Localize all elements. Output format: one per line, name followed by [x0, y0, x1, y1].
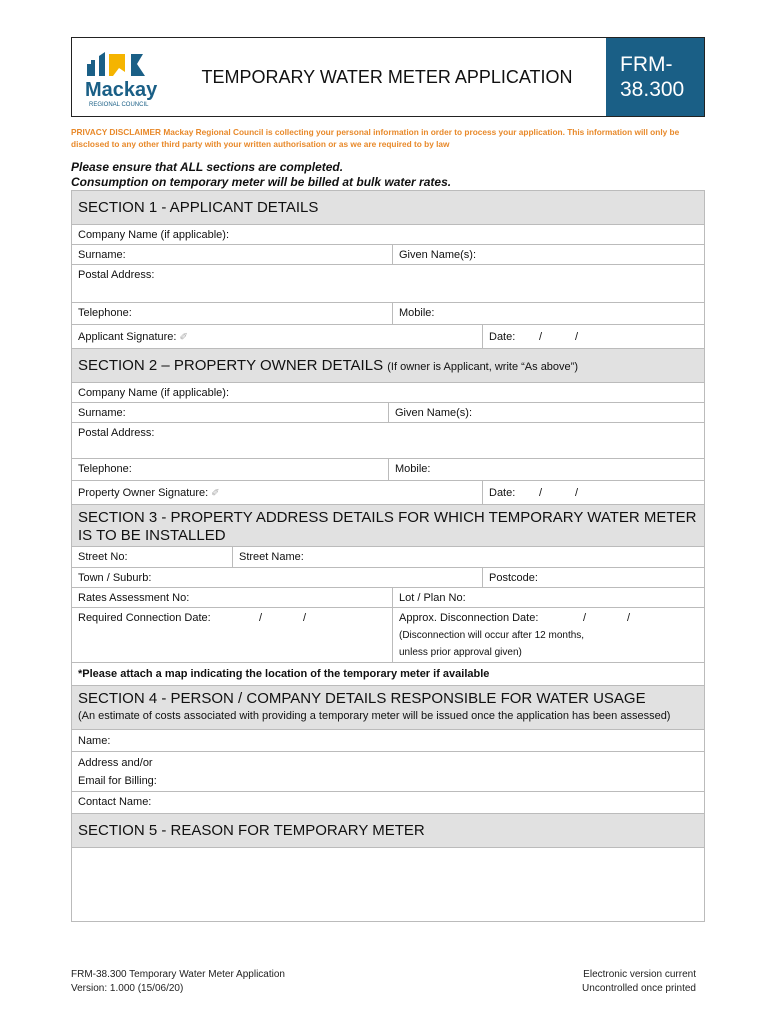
footer-version: Version: 1.000 (15/06/20) — [71, 983, 184, 994]
section-2-title: SECTION 2 – PROPERTY OWNER DETAILS — [78, 357, 384, 374]
section-4-note: (An estimate of costs associated with providing a temporary meter will be issued once the application has been assessed) — [78, 710, 671, 722]
date-separator: / — [583, 612, 587, 624]
logo-subtext: REGIONAL COUNCIL — [89, 102, 149, 108]
form-title: TEMPORARY WATER METER APPLICATION — [201, 66, 573, 87]
s3-map-note: *Please attach a map indicating the location of the temporary meter if available — [78, 668, 490, 680]
s1-mobile-field[interactable] — [392, 303, 704, 324]
s3-street-name-label: Street Name: — [239, 551, 304, 563]
s1-surname-field[interactable] — [72, 245, 392, 264]
section-2-header — [72, 349, 704, 383]
date-separator: / — [539, 487, 543, 499]
s1-signature-label: Applicant Signature: — [78, 331, 177, 343]
notice-line-2: Consumption on temporary meter will be billed at bulk water rates. — [71, 175, 452, 189]
s3-lot-label: Lot / Plan No: — [399, 592, 466, 604]
s4-contact-label: Contact Name: — [78, 796, 152, 808]
s1-date-field[interactable] — [482, 325, 704, 348]
section-2-note: (If owner is Applicant, write “As above”) — [387, 361, 578, 373]
s3-town-row — [72, 568, 704, 588]
s1-telephone-label: Telephone: — [78, 307, 132, 319]
s2-given-field[interactable] — [388, 403, 704, 422]
date-separator: / — [259, 612, 263, 624]
s3-street-row — [72, 547, 704, 568]
section-3-header — [72, 505, 704, 547]
s2-signature-label: Property Owner Signature: — [78, 487, 209, 499]
signature-icon: ✐ — [211, 488, 220, 499]
s1-name-row — [72, 245, 704, 265]
s4-contact-field[interactable] — [72, 792, 704, 814]
date-separator: / — [627, 612, 631, 624]
section-4-note-row — [72, 708, 704, 730]
section-1-header — [72, 191, 704, 225]
section-4-title: SECTION 4 - PERSON / COMPANY DETAILS RESPONSIBLE FOR WATER USAGE — [78, 690, 646, 707]
s3-dates-row — [72, 608, 704, 663]
section-5-title: SECTION 5 - REASON FOR TEMPORARY METER — [78, 822, 425, 839]
notice-line-1: Please ensure that ALL sections are completed. — [71, 160, 344, 174]
footer-right — [582, 968, 696, 996]
s2-phone-row — [72, 459, 704, 481]
section-5-header — [72, 814, 704, 848]
s1-company-label: Company Name (if applicable): — [78, 229, 230, 241]
s1-telephone-field[interactable] — [72, 303, 392, 324]
s3-connection-field[interactable] — [72, 608, 392, 662]
s3-postcode-field[interactable] — [482, 568, 704, 587]
footer-uncontrolled-note: Uncontrolled once printed — [582, 983, 696, 994]
s3-postcode-label: Postcode: — [489, 572, 538, 584]
s2-signature-field[interactable] — [72, 481, 482, 504]
section-3-title: SECTION 3 - PROPERTY ADDRESS DETAILS FOR WHICH TEMPORARY WATER METER IS TO BE INSTALLED — [78, 509, 697, 544]
s3-disconnection-label: Approx. Disconnection Date: — [399, 612, 539, 624]
s1-company-row[interactable] — [72, 225, 704, 245]
s1-signature-row — [72, 325, 704, 349]
form-code-badge: FRM-38.300 — [606, 38, 704, 116]
s2-mobile-field[interactable] — [388, 459, 704, 480]
s2-date-label: Date: — [489, 487, 516, 499]
s3-town-field[interactable] — [72, 568, 482, 587]
s2-telephone-label: Telephone: — [78, 463, 132, 475]
s3-connection-label: Required Connection Date: — [78, 612, 211, 624]
s3-town-label: Town / Suburb: — [78, 572, 152, 584]
s3-rates-field[interactable] — [72, 588, 392, 607]
s3-disconnection-note-2: unless prior approval given) — [399, 647, 522, 658]
s1-given-label: Given Name(s): — [399, 249, 477, 261]
s3-lot-field[interactable] — [392, 588, 704, 607]
s3-street-name-field[interactable] — [232, 547, 704, 567]
council-logo — [81, 46, 163, 110]
s2-postal-label: Postal Address: — [78, 427, 155, 439]
form-header — [71, 37, 705, 117]
footer-electronic-note: Electronic version current — [583, 969, 696, 980]
s2-company-label: Company Name (if applicable): — [78, 387, 230, 399]
s3-disconnection-note-1: (Disconnection will occur after 12 months, — [399, 630, 585, 641]
s5-reason-field[interactable] — [72, 848, 704, 921]
s3-street-no-label: Street No: — [78, 551, 128, 563]
signature-icon: ✐ — [179, 332, 188, 343]
completion-notice — [71, 160, 711, 190]
s1-given-field[interactable] — [392, 245, 704, 264]
s2-postal-field[interactable] — [72, 423, 704, 459]
s1-postal-label: Postal Address: — [78, 269, 155, 281]
s1-mobile-label: Mobile: — [399, 307, 435, 319]
s1-date-label: Date: — [489, 331, 516, 343]
s2-date-field[interactable] — [482, 481, 704, 504]
logo-graphic — [81, 46, 163, 110]
s2-telephone-field[interactable] — [72, 459, 388, 480]
s4-address-line-1: Address and/or — [78, 757, 153, 769]
application-form — [71, 190, 705, 922]
s4-name-label: Name: — [78, 735, 111, 747]
s1-postal-field[interactable] — [72, 265, 704, 303]
privacy-disclaimer: PRIVACY DISCLAIMER Mackay Regional Council is collecting your personal information in order to process your application. This information will only be disclosed to any other third party with your written authorisation or as we are required to by law — [71, 127, 680, 149]
s2-company-field[interactable] — [72, 383, 704, 403]
s4-address-line-2: Email for Billing: — [78, 775, 157, 787]
s2-given-label: Given Name(s): — [395, 407, 473, 419]
s2-surname-label: Surname: — [78, 407, 126, 419]
s3-rates-row — [72, 588, 704, 608]
s3-rates-label: Rates Assessment No: — [78, 592, 190, 604]
s3-map-note-row — [72, 663, 704, 686]
footer-left — [71, 968, 285, 996]
s2-surname-field[interactable] — [72, 403, 388, 422]
date-separator: / — [303, 612, 307, 624]
date-separator: / — [575, 331, 579, 343]
s2-name-row — [72, 403, 704, 423]
footer-form-name: FRM-38.300 Temporary Water Meter Application — [71, 969, 285, 980]
s3-disconnection-field[interactable] — [392, 608, 704, 662]
s4-name-field[interactable] — [72, 730, 704, 752]
section-1-title: SECTION 1 - APPLICANT DETAILS — [78, 199, 319, 216]
date-separator: / — [539, 331, 543, 343]
s4-address-field[interactable] — [72, 752, 704, 792]
section-4-header — [72, 686, 704, 708]
logo-text: Mackay — [85, 79, 158, 101]
s1-phone-row — [72, 303, 704, 325]
s2-signature-row — [72, 481, 704, 505]
s1-surname-label: Surname: — [78, 249, 126, 261]
s3-street-no-field[interactable] — [72, 547, 232, 567]
s2-mobile-label: Mobile: — [395, 463, 431, 475]
s4-address-label — [72, 752, 704, 791]
s1-signature-field[interactable] — [72, 325, 482, 348]
date-separator: / — [575, 487, 579, 499]
